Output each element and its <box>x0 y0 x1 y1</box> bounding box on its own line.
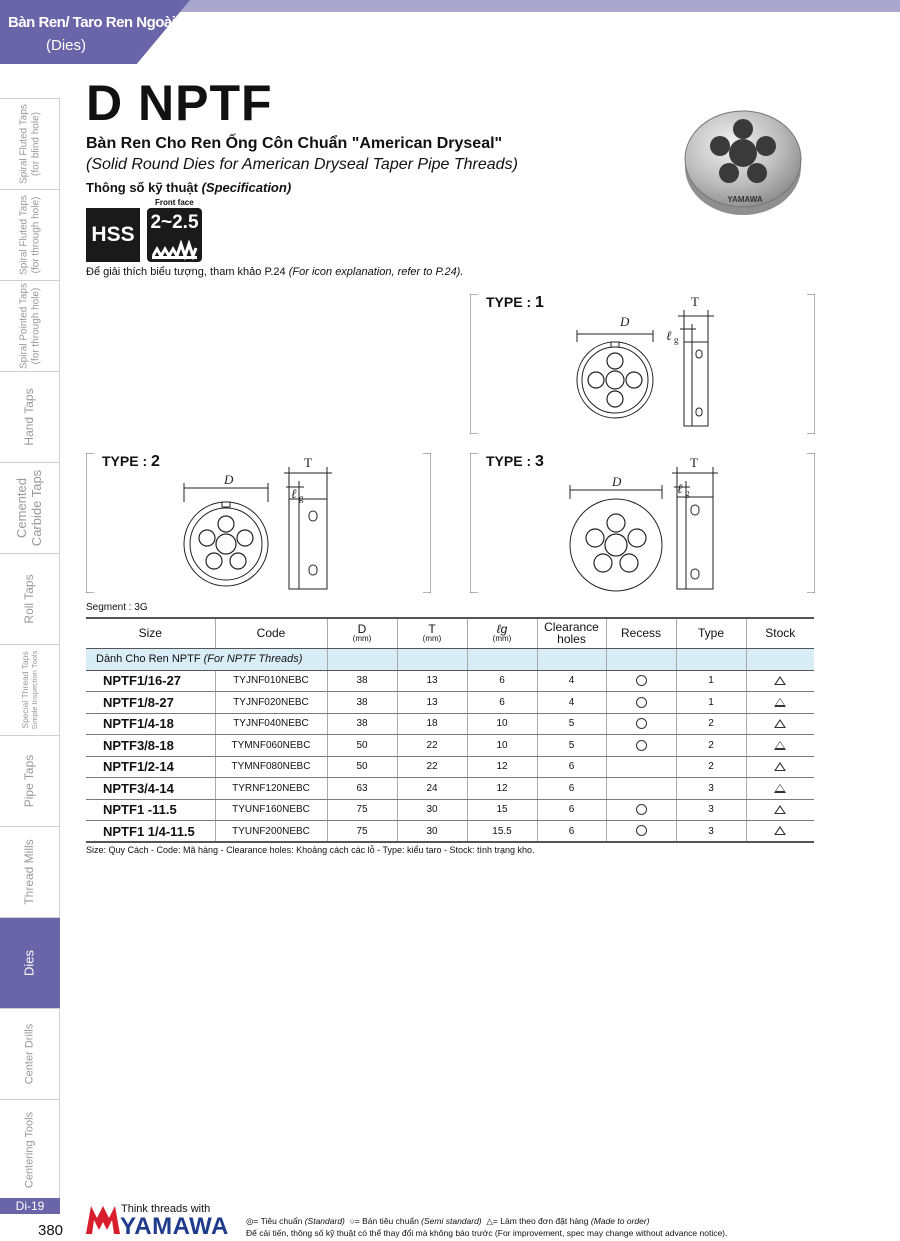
type1-dim-d: D <box>620 314 630 329</box>
type-cell: 1 <box>676 670 746 692</box>
material-hss-icon: HSS <box>86 208 140 262</box>
t-cell: 24 <box>397 778 467 800</box>
stock-cell <box>746 692 814 714</box>
clearance-cell: 6 <box>537 821 606 843</box>
col-size: Size <box>86 618 215 648</box>
col-type: Type <box>676 618 746 648</box>
table-row <box>86 670 814 692</box>
made-to-order-icon <box>774 676 786 685</box>
made-to-order-icon <box>774 762 786 771</box>
d-cell: 50 <box>327 735 397 757</box>
clearance-cell: 6 <box>537 756 606 778</box>
size-cell: NPTF1/8-27 <box>86 692 215 714</box>
type3-dim-lg-sub: g <box>685 488 690 498</box>
made-to-order-icon <box>774 741 786 750</box>
size-cell: NPTF3/4-14 <box>86 778 215 800</box>
photo-brand: YAMAWA <box>727 195 763 204</box>
t-cell: 30 <box>397 799 467 821</box>
brand-name: YAMAWA <box>120 1213 229 1240</box>
type-cell: 2 <box>676 756 746 778</box>
clearance-cell: 6 <box>537 799 606 821</box>
type3-label: TYPE : 3 <box>486 453 544 470</box>
stock-cell <box>746 735 814 757</box>
type2-dim-lg: ℓ <box>291 486 297 501</box>
sidenav-item-roll-taps[interactable]: Roll Taps <box>0 553 60 644</box>
segment-label: Segment : 3G <box>86 602 148 613</box>
sidenav-item-centering-tools[interactable]: Centering Tools <box>0 1099 60 1199</box>
col-recess: Recess <box>606 618 676 648</box>
icon-note: Để giải thích biểu tượng, tham khảo P.24 (For icon explanation, refer to P.24). <box>86 266 464 278</box>
type2-label: TYPE : 2 <box>102 453 160 470</box>
code-cell: TYMNF080NEBC <box>215 756 327 778</box>
sidenav <box>0 98 60 1199</box>
lg-cell: 10 <box>467 713 537 735</box>
made-to-order-icon <box>774 719 786 728</box>
d-cell: 38 <box>327 692 397 714</box>
recess-cell <box>606 821 676 843</box>
section-tab <box>0 0 190 64</box>
col-stock: Stock <box>746 618 814 648</box>
size-cell: NPTF1/16-27 <box>86 670 215 692</box>
table-group-row <box>86 648 814 670</box>
type-cell: 1 <box>676 692 746 714</box>
t-cell: 30 <box>397 821 467 843</box>
page-number: 380 <box>38 1222 64 1239</box>
made-to-order-icon <box>774 805 786 814</box>
type2-diagram <box>86 453 431 593</box>
table-row <box>86 713 814 735</box>
spec-table <box>86 617 814 843</box>
table-row <box>86 799 814 821</box>
sidenav-item-center-drills[interactable]: Center Drills <box>0 1008 60 1099</box>
type1-diagram <box>470 294 815 434</box>
type-cell: 3 <box>676 778 746 800</box>
sidenav-item-thread-mills[interactable]: Thread Mills <box>0 826 60 917</box>
lg-cell: 10 <box>467 735 537 757</box>
d-cell: 50 <box>327 756 397 778</box>
d-cell: 75 <box>327 821 397 843</box>
clearance-cell: 5 <box>537 713 606 735</box>
made-to-order-icon <box>774 698 786 707</box>
front-face-value: 2~2.5 <box>150 212 199 233</box>
col-d: D (mm) <box>327 618 397 648</box>
semi-standard-icon <box>636 675 647 686</box>
page-title: D NPTF <box>86 75 273 131</box>
stock-cell <box>746 756 814 778</box>
table-row <box>86 756 814 778</box>
type1-label: TYPE : 1 <box>486 294 544 311</box>
recess-cell <box>606 670 676 692</box>
legend-note: Size: Quy Cách - Code: Mã hàng - Clearance holes: Khoảng cách các lỗ - Type: kiểu taro - Stock: tình trạng kho. <box>86 845 535 855</box>
lg-cell: 15.5 <box>467 821 537 843</box>
change-notice: Để cải tiến, thông số kỹ thuật có thể thay đổi mà không báo trước (For improvement, spec may change without advance notice). <box>246 1228 728 1238</box>
front-face-icon <box>147 208 202 262</box>
table-row <box>86 821 814 843</box>
table-row <box>86 735 814 757</box>
table-header-row <box>86 618 814 648</box>
sidenav-item-special-thread[interactable]: Special Thread Taps Simple Inspection Tools <box>0 644 60 735</box>
spec-heading: Thông số kỹ thuật (Specification) <box>86 180 292 195</box>
size-cell: NPTF1 -11.5 <box>86 799 215 821</box>
type2-dim-lg-sub: g <box>299 493 304 503</box>
recess-cell <box>606 735 676 757</box>
sidenav-item-pipe-taps[interactable]: Pipe Taps <box>0 735 60 826</box>
d-cell: 38 <box>327 670 397 692</box>
lg-cell: 12 <box>467 756 537 778</box>
symbol-legend: ◎= Tiêu chuẩn (Standard) ○= Bán tiêu chuẩn (Semi standard) △= Làm theo đơn đặt hàng (Made to order) <box>246 1216 650 1226</box>
lg-cell: 12 <box>467 778 537 800</box>
d-cell: 63 <box>327 778 397 800</box>
code-cell: TYJNF040NEBC <box>215 713 327 735</box>
front-face-label: Front face <box>155 198 194 207</box>
sidenav-item-spiral-fluted-blind[interactable]: Spiral Fluted Taps (for blind hole) <box>0 98 60 189</box>
semi-standard-icon <box>636 825 647 836</box>
semi-standard-icon <box>636 718 647 729</box>
sidenav-item-spiral-pointed[interactable]: Spiral Pointed Taps (for through hole) <box>0 280 60 371</box>
stock-cell <box>746 670 814 692</box>
type-cell: 3 <box>676 799 746 821</box>
t-cell: 13 <box>397 692 467 714</box>
clearance-cell: 4 <box>537 692 606 714</box>
type2-dim-d: D <box>224 472 234 487</box>
type1-dim-t: T <box>691 294 699 309</box>
section-title-vi: Bàn Ren/ Taro Ren Ngoài <box>8 14 176 31</box>
die-product-photo <box>683 105 803 217</box>
stock-cell <box>746 778 814 800</box>
semi-standard-icon <box>636 740 647 751</box>
stock-cell <box>746 821 814 843</box>
section-title-en: (Dies) <box>46 37 86 54</box>
type-cell: 2 <box>676 713 746 735</box>
type3-dim-t: T <box>690 455 698 470</box>
t-cell: 22 <box>397 735 467 757</box>
semi-standard-icon <box>636 804 647 815</box>
table-row <box>86 778 814 800</box>
table-row <box>86 692 814 714</box>
clearance-cell: 5 <box>537 735 606 757</box>
header-accent-line <box>140 0 900 12</box>
size-cell: NPTF1/2-14 <box>86 756 215 778</box>
recess-cell <box>606 799 676 821</box>
col-t: T (mm) <box>397 618 467 648</box>
t-cell: 22 <box>397 756 467 778</box>
d-cell: 38 <box>327 713 397 735</box>
lg-cell: 6 <box>467 692 537 714</box>
type3-dim-lg: ℓ <box>677 481 683 496</box>
clearance-cell: 4 <box>537 670 606 692</box>
made-to-order-icon <box>774 784 786 793</box>
type3-diagram <box>470 453 815 593</box>
code-cell: TYRNF120NEBC <box>215 778 327 800</box>
size-cell: NPTF1 1/4-11.5 <box>86 821 215 843</box>
semi-standard-icon <box>636 697 647 708</box>
code-cell: TYMNF060NEBC <box>215 735 327 757</box>
recess-cell <box>606 778 676 800</box>
stock-cell <box>746 799 814 821</box>
group-label: Dành Cho Ren NPTF (For NPTF Threads) <box>86 648 327 670</box>
d-cell: 75 <box>327 799 397 821</box>
size-cell: NPTF3/8-18 <box>86 735 215 757</box>
t-cell: 18 <box>397 713 467 735</box>
type3-dim-d: D <box>612 474 622 489</box>
thread-profile-icon <box>147 208 202 262</box>
sidenav-item-spiral-fluted-through[interactable]: Spiral Fluted Taps (for through hole) <box>0 189 60 280</box>
type1-dim-lg: ℓ <box>666 328 672 343</box>
sidenav-item-cemented-carbide[interactable]: Cemented Carbide Taps <box>0 462 60 553</box>
section-code: Di-19 <box>0 1198 60 1214</box>
col-clearance: Clearance holes <box>537 618 606 648</box>
recess-cell <box>606 713 676 735</box>
code-cell: TYUNF160NEBC <box>215 799 327 821</box>
recess-cell <box>606 756 676 778</box>
lg-cell: 6 <box>467 670 537 692</box>
subtitle-en: (Solid Round Dies for American Dryseal Taper Pipe Threads) <box>86 156 518 173</box>
col-code: Code <box>215 618 327 648</box>
clearance-cell: 6 <box>537 778 606 800</box>
sidenav-item-dies[interactable]: Dies <box>0 917 60 1008</box>
stock-cell <box>746 713 814 735</box>
lg-cell: 15 <box>467 799 537 821</box>
type-cell: 3 <box>676 821 746 843</box>
brand-tagline: Think threads with <box>121 1203 211 1215</box>
type-cell: 2 <box>676 735 746 757</box>
yamawa-logo-icon <box>86 1202 120 1234</box>
t-cell: 13 <box>397 670 467 692</box>
type2-dim-t: T <box>304 455 312 470</box>
sidenav-item-hand-taps[interactable]: Hand Taps <box>0 371 60 462</box>
code-cell: TYJNF020NEBC <box>215 692 327 714</box>
subtitle-vi: Bàn Ren Cho Ren Ống Côn Chuẩn "American Dryseal" <box>86 135 503 152</box>
type1-dim-lg-sub: g <box>674 335 679 345</box>
recess-cell <box>606 692 676 714</box>
size-cell: NPTF1/4-18 <box>86 713 215 735</box>
made-to-order-icon <box>774 826 786 835</box>
code-cell: TYJNF010NEBC <box>215 670 327 692</box>
col-lg: ℓg (mm) <box>467 618 537 648</box>
code-cell: TYUNF200NEBC <box>215 821 327 843</box>
